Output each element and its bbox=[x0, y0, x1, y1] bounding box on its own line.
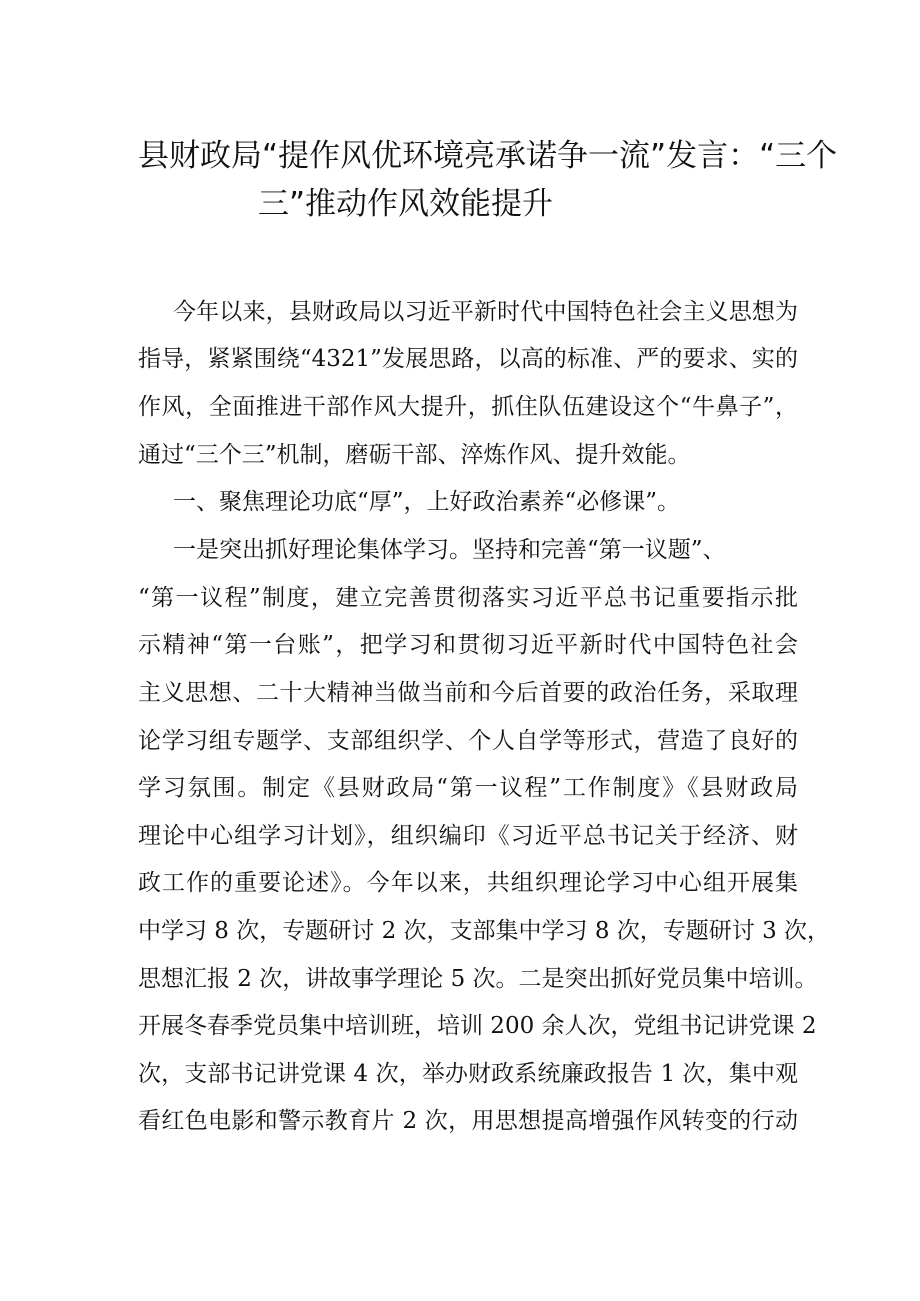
paragraph-3-line-11: 开展冬春季党员集中培训班，培训 200 余人次，党组书记讲党课 2 bbox=[138, 1013, 817, 1039]
paragraph-1-line-4: 通过“三个三”机制，磨砺干部、淬炼作风、提升效能。 bbox=[138, 442, 691, 468]
paragraph-3-line-4: 主义思想、二十大精神当做当前和今后首要的政治任务，采取理 bbox=[138, 680, 798, 706]
paragraph-3-line-2: “第一议程”制度，建立完善贯彻落实习近平总书记重要指示批 bbox=[138, 585, 798, 611]
paragraph-1-line-2: 指导，紧紧围绕“4321”发展思路，以高的标准、严的要求、实的 bbox=[138, 346, 798, 372]
paragraph-1-line-3: 作风，全面推进干部作风大提升，抓住队伍建设这个“牛鼻子”， bbox=[138, 394, 798, 420]
section-heading-1: 一、聚焦理论功底“厚”，上好政治素养“必修课”。 bbox=[173, 489, 681, 515]
paragraph-3-line-5: 论学习组专题学、支部组织学、个人自学等形式，营造了良好的 bbox=[138, 728, 798, 754]
paragraph-3-line-8: 政工作的重要论述》。今年以来，共组织理论学习中心组开展集 bbox=[138, 870, 798, 896]
paragraph-3-line-7: 理论中心组学习计划》，组织编印《习近平总书记关于经济、财 bbox=[138, 823, 798, 849]
document-title-line-2: 三”推动作风效能提升 bbox=[258, 186, 554, 222]
document-title-line-1: 县财政局“提作风优环境亮承诺争一流”发言：“三个 bbox=[138, 138, 838, 174]
paragraph-3-line-10: 思想汇报 2 次，讲故事学理论 5 次。二是突出抓好党员集中培训。 bbox=[138, 966, 818, 992]
paragraph-1-line-1: 今年以来，县财政局以习近平新时代中国特色社会主义思想为 bbox=[173, 299, 798, 325]
paragraph-3-line-13: 看红色电影和警示教育片 2 次，用思想提高增强作风转变的行动 bbox=[138, 1108, 798, 1134]
paragraph-3-line-12: 次，支部书记讲党课 4 次，举办财政系统廉政报告 1 次，集中观 bbox=[138, 1061, 798, 1087]
paragraph-3-line-1: 一是突出抓好理论集体学习。坚持和完善“第一议题”、 bbox=[173, 537, 726, 563]
paragraph-3-line-9: 中学习 8 次，专题研讨 2 次，支部集中学习 8 次，专题研讨 3 次， bbox=[138, 918, 831, 944]
paragraph-3-line-6: 学习氛围。制定《县财政局“第一议程”工作制度》《县财政局 bbox=[138, 775, 798, 801]
paragraph-3-line-3: 示精神“第一台账”，把学习和贯彻习近平新时代中国特色社会 bbox=[138, 632, 798, 658]
